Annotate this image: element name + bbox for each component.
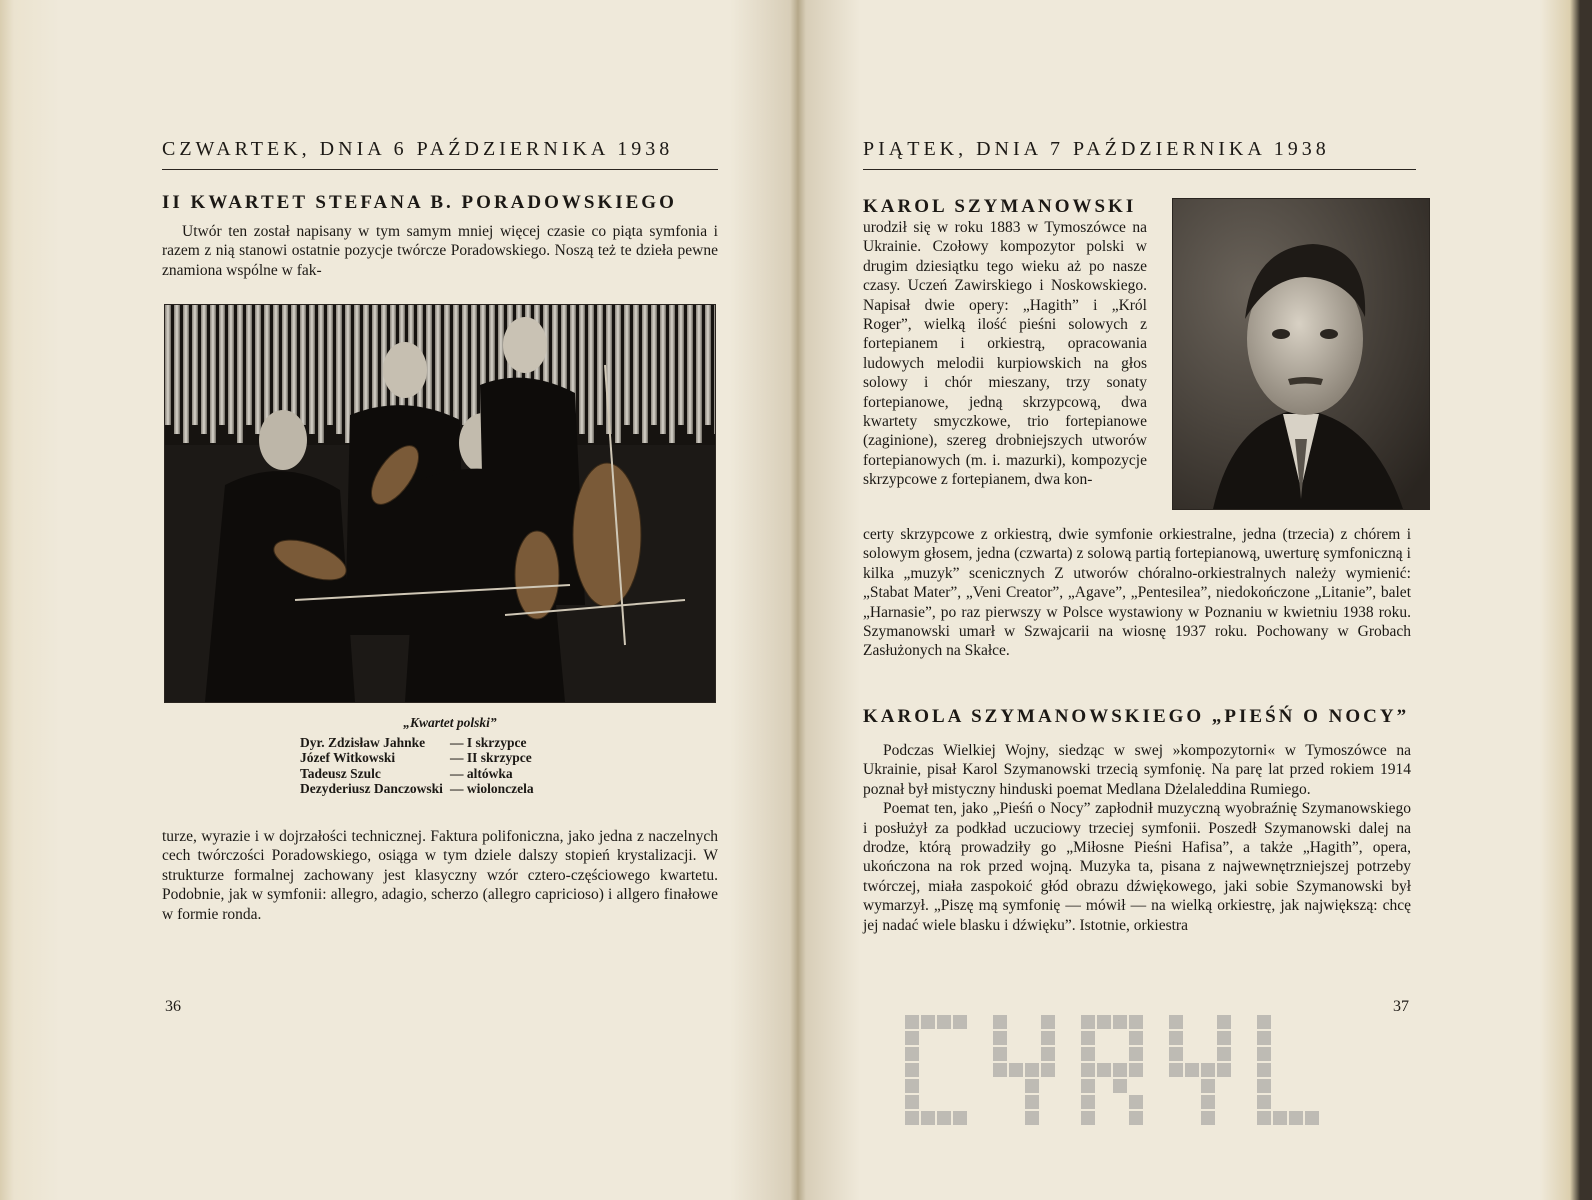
- song-of-night-text: [863, 741, 1411, 935]
- watermark-block: [1305, 1111, 1319, 1125]
- watermark-block: [1113, 1063, 1127, 1077]
- watermark-block: [1129, 1063, 1143, 1077]
- bio-narrow-column: [863, 218, 1147, 490]
- watermark-block: [1081, 1015, 1095, 1029]
- caption-instrument: — I skrzypce: [450, 734, 527, 750]
- portrait-image: [1173, 199, 1429, 509]
- organ-pipe: [300, 305, 306, 425]
- watermark-block: [1169, 1047, 1183, 1061]
- caption-instrument: — wiolonczela: [450, 781, 534, 796]
- caption-row: [300, 781, 600, 797]
- watermark-block: [905, 1047, 919, 1061]
- watermark-block: [1113, 1079, 1127, 1093]
- continuation-paragraph: [162, 827, 718, 924]
- organ-pipe: [309, 305, 315, 434]
- watermark-block: [1025, 1063, 1039, 1077]
- caption-row: [300, 735, 600, 751]
- watermark-block: [953, 1015, 967, 1029]
- watermark-block: [937, 1015, 951, 1029]
- organ-pipe: [318, 305, 324, 443]
- watermark-block: [993, 1063, 1007, 1077]
- organ-pipe: [201, 305, 207, 434]
- head-rule-left: [162, 169, 718, 170]
- continuation-text: turze, wyrazie i w dojrzałości technicznej. Faktura polifoniczna, jako jedna z naczelnych cech twórczości Poradowskiego, osiąga w tym dziele dalszy stopień krystalizacji. W strukturze formalnej zachowany jest klasyczny wzór cztero-częściowego kwartetu. Podobnie, jak w symfonii: allegro, adagio, scherzo (allegro capricioso) i allgero finałowe w formie ronda.: [162, 828, 718, 923]
- watermark-block: [953, 1111, 967, 1125]
- watermark-block: [1129, 1031, 1143, 1045]
- bio-wide-text: certy skrzypcowe z orkiestrą, dwie symfonie orkiestralne, jedna (trzecia) z chórem i solowym głosem, jedna (czwarta) z solową partią fortepianową, uwerturę symfoniczną i kilka „muzyk” scenicznych Z utworów chóralno-orkiestralnych należy wymienić: „Stabat Mater”, „Veni Creator”, „Agave”, „Pentesilea”, niedokończone „Litanie”, balet „Harnasie”, po raz pierwszy w Polsce wystawiony w Poznaniu w kwietniu 1938 roku. Szymanowski umarł w Szwajcarii na wiosnę 1937 roku. Pochowany w Grobach Zasłużonych na Skałce.: [863, 526, 1411, 660]
- organ-pipe: [165, 305, 171, 425]
- running-head-right: PIĄTEK, DNIA 7 PAŹDZIERNIKA 1938: [863, 138, 1330, 160]
- watermark-block: [1217, 1047, 1231, 1061]
- caption-rows: [300, 735, 600, 797]
- organ-pipe: [588, 305, 594, 443]
- organ-pipe: [705, 305, 711, 425]
- watermark-block: [1113, 1015, 1127, 1029]
- watermark-block: [1025, 1079, 1039, 1093]
- watermark-block: [1041, 1047, 1055, 1061]
- intro-paragraph: [162, 222, 718, 280]
- watermark-block: [1201, 1111, 1215, 1125]
- watermark-block: [937, 1111, 951, 1125]
- caption-row: [300, 750, 600, 766]
- watermark-block: [905, 1111, 919, 1125]
- watermark-block: [1169, 1015, 1183, 1029]
- organ-pipe: [228, 305, 234, 434]
- watermark-block: [921, 1015, 935, 1029]
- quartet-photo: [165, 305, 715, 702]
- bio-wide-column: [863, 525, 1411, 661]
- section-heading-szymanowski: KAROL SZYMANOWSKI: [863, 196, 1137, 217]
- watermark-block: [1169, 1063, 1183, 1077]
- watermark-block: [1289, 1111, 1303, 1125]
- watermark-block: [1273, 1111, 1287, 1125]
- page-number-right: 37: [1393, 998, 1409, 1015]
- watermark-block: [1129, 1095, 1143, 1109]
- caption-musician-name: Józef Witkowski: [300, 750, 396, 765]
- organ-pipe: [462, 305, 468, 425]
- watermark-block: [1129, 1047, 1143, 1061]
- watermark-block: [921, 1111, 935, 1125]
- watermark-block: [1025, 1111, 1039, 1125]
- watermark-block: [1081, 1079, 1095, 1093]
- watermark-block: [993, 1031, 1007, 1045]
- caption-musician-name: Dezyderiusz Danczowski: [300, 781, 443, 796]
- watermark-block: [1041, 1063, 1055, 1077]
- watermark-block: [905, 1063, 919, 1077]
- watermark-block: [905, 1015, 919, 1029]
- watermark-block: [1185, 1063, 1199, 1077]
- organ-pipe: [183, 305, 189, 443]
- section-heading-quartet: II KWARTET STEFANA B. PORADOWSKIEGO: [162, 192, 677, 213]
- watermark-block: [1201, 1079, 1215, 1093]
- caption-instrument: — altówka: [450, 765, 513, 781]
- organ-pipe: [669, 305, 675, 443]
- organ-pipe: [624, 305, 630, 425]
- organ-pipe: [687, 305, 693, 434]
- section-heading-song-of-night: KAROLA SZYMANOWSKIEGO „PIEŚŃ O NOCY”: [863, 706, 1410, 727]
- running-head-left: CZWARTEK, DNIA 6 PAŹDZIERNIKA 1938: [162, 138, 674, 160]
- organ-pipe: [354, 305, 360, 425]
- organ-pipe: [660, 305, 666, 434]
- watermark-block: [1129, 1111, 1143, 1125]
- head-rule-right: [863, 169, 1416, 170]
- page-number-left: 36: [165, 998, 181, 1015]
- watermark-block: [1257, 1095, 1271, 1109]
- watermark-block: [1201, 1095, 1215, 1109]
- organ-pipe: [192, 305, 198, 425]
- organ-pipe: [336, 305, 342, 434]
- caption-title: „Kwartet polski”: [403, 715, 497, 730]
- organ-pipe: [696, 305, 702, 443]
- watermark-block: [1081, 1047, 1095, 1061]
- intro-text: Utwór ten został napisany w tym samym mniej więcej czasie co piąta symfonia i razem z nią stanowi ostatnie pozycje twórcze Poradowskiego. Noszą też te dzieła pewne znamiona wspólne w fak-: [162, 223, 718, 279]
- organ-pipe: [219, 305, 225, 425]
- watermark-block: [1257, 1063, 1271, 1077]
- watermark-block: [1217, 1063, 1231, 1077]
- organ-pipe: [615, 305, 621, 443]
- watermark-block: [1025, 1095, 1039, 1109]
- caption-row: [300, 766, 600, 782]
- watermark-block: [1257, 1079, 1271, 1093]
- organ-pipe: [597, 305, 603, 425]
- organ-pipe: [651, 305, 657, 425]
- watermark-block: [1217, 1031, 1231, 1045]
- paragraph-1: Podczas Wielkiej Wojny, siedząc w swej »kompozytorni« w Tymoszówce na Ukrainie, pisał Karol Szymanowski trzecią symfonię. Na parę lat przed rokiem 1914 poznał był mistyczny hinduski poemat Medlana Dżelaleddina Rumiego.: [863, 742, 1411, 798]
- photo-caption: [300, 715, 600, 797]
- watermark-block: [1041, 1031, 1055, 1045]
- watermark-block: [1257, 1031, 1271, 1045]
- organ-pipe: [579, 305, 585, 434]
- organ-pipe: [246, 305, 252, 425]
- watermark-block: [1169, 1031, 1183, 1045]
- watermark-block: [905, 1031, 919, 1045]
- watermark-block: [1257, 1111, 1271, 1125]
- organ-pipe: [714, 305, 715, 434]
- watermark-block: [1081, 1111, 1095, 1125]
- szymanowski-portrait: [1173, 199, 1429, 509]
- watermark-block: [1257, 1047, 1271, 1061]
- organ-pipe: [678, 305, 684, 425]
- watermark-block: [1217, 1015, 1231, 1029]
- watermark-block: [905, 1079, 919, 1093]
- watermark-block: [1097, 1063, 1111, 1077]
- caption-musician-name: Dyr. Zdzisław Jahnke: [300, 734, 426, 750]
- watermark-block: [1097, 1015, 1111, 1029]
- watermark-block: [905, 1095, 919, 1109]
- paragraph-2: Poemat ten, jako „Pieśń o Nocy” zapłodnił muzyczną wyobraźnię Szymanowskiego i posłużył za podkład uczuciowy trzeciej symfonii. Poszedł Szymanowski dalej na drodze, którą prowadziły go „Miłosne Pieśni Hafisa”, a także „Hagith”, opera, ukończona na rok przed wojną. Muzyka ta, pisana z najwewnętrzniejszej potrzeby twórczej, miała zaspokoić głód obrazu dźwiękowego, jaki sobie Szymanowski był wymarzył. „Piszę mą symfonię — mówił — na wielką orkiestrę, jak największą: chcę jej nadać wiele blasku i dźwięku”. Istotnie, orkiestra: [863, 800, 1411, 934]
- watermark-block: [993, 1047, 1007, 1061]
- organ-pipe: [273, 305, 279, 425]
- watermark-block: [1041, 1015, 1055, 1029]
- organ-pipe: [327, 305, 333, 425]
- watermark-block: [1081, 1031, 1095, 1045]
- caption-instrument: — II skrzypce: [450, 750, 532, 765]
- watermark-block: [1081, 1063, 1095, 1077]
- watermark-block: [1201, 1063, 1215, 1077]
- organ-pipe: [237, 305, 243, 443]
- bio-narrow-text: urodził się w roku 1883 w Tymoszówce na Ukrainie. Czołowy kompozytor polski w drugim dziesiątku tego wieku aż po nasze czasy. Uczeń Zawirskiego i Noskowskiego. Napisał dwie opery: „Hagith” i „Król Roger”, wielką ilość pieśni solowych z fortepianem i orkiestrą, opracowania ludowych melodii kurpiowskich na głos solowy i chór mieszany, trzy sonaty fortepianowe, jedną skrzypcową, dwa kwartety smyczkowe, trio fortepianowe (zaginione), szereg drobniejszych utworów fortepianowych (m. i. mazurki), kompozycje skrzypcowe z fortepianem, dwa kon-: [863, 219, 1147, 489]
- watermark-block: [1009, 1063, 1023, 1077]
- watermark-block: [1129, 1015, 1143, 1029]
- organ-pipe: [642, 305, 648, 443]
- organ-pipe: [633, 305, 639, 434]
- watermark-block: [993, 1015, 1007, 1029]
- organ-pipe: [435, 305, 441, 425]
- organ-pipe: [255, 305, 261, 434]
- watermark-block: [1081, 1095, 1095, 1109]
- organ-pipe: [210, 305, 216, 443]
- quartet-photo-image: [165, 305, 715, 702]
- watermark-block: [1257, 1015, 1271, 1029]
- caption-musician-name: Tadeusz Szulc: [300, 765, 381, 781]
- organ-pipe: [174, 305, 180, 434]
